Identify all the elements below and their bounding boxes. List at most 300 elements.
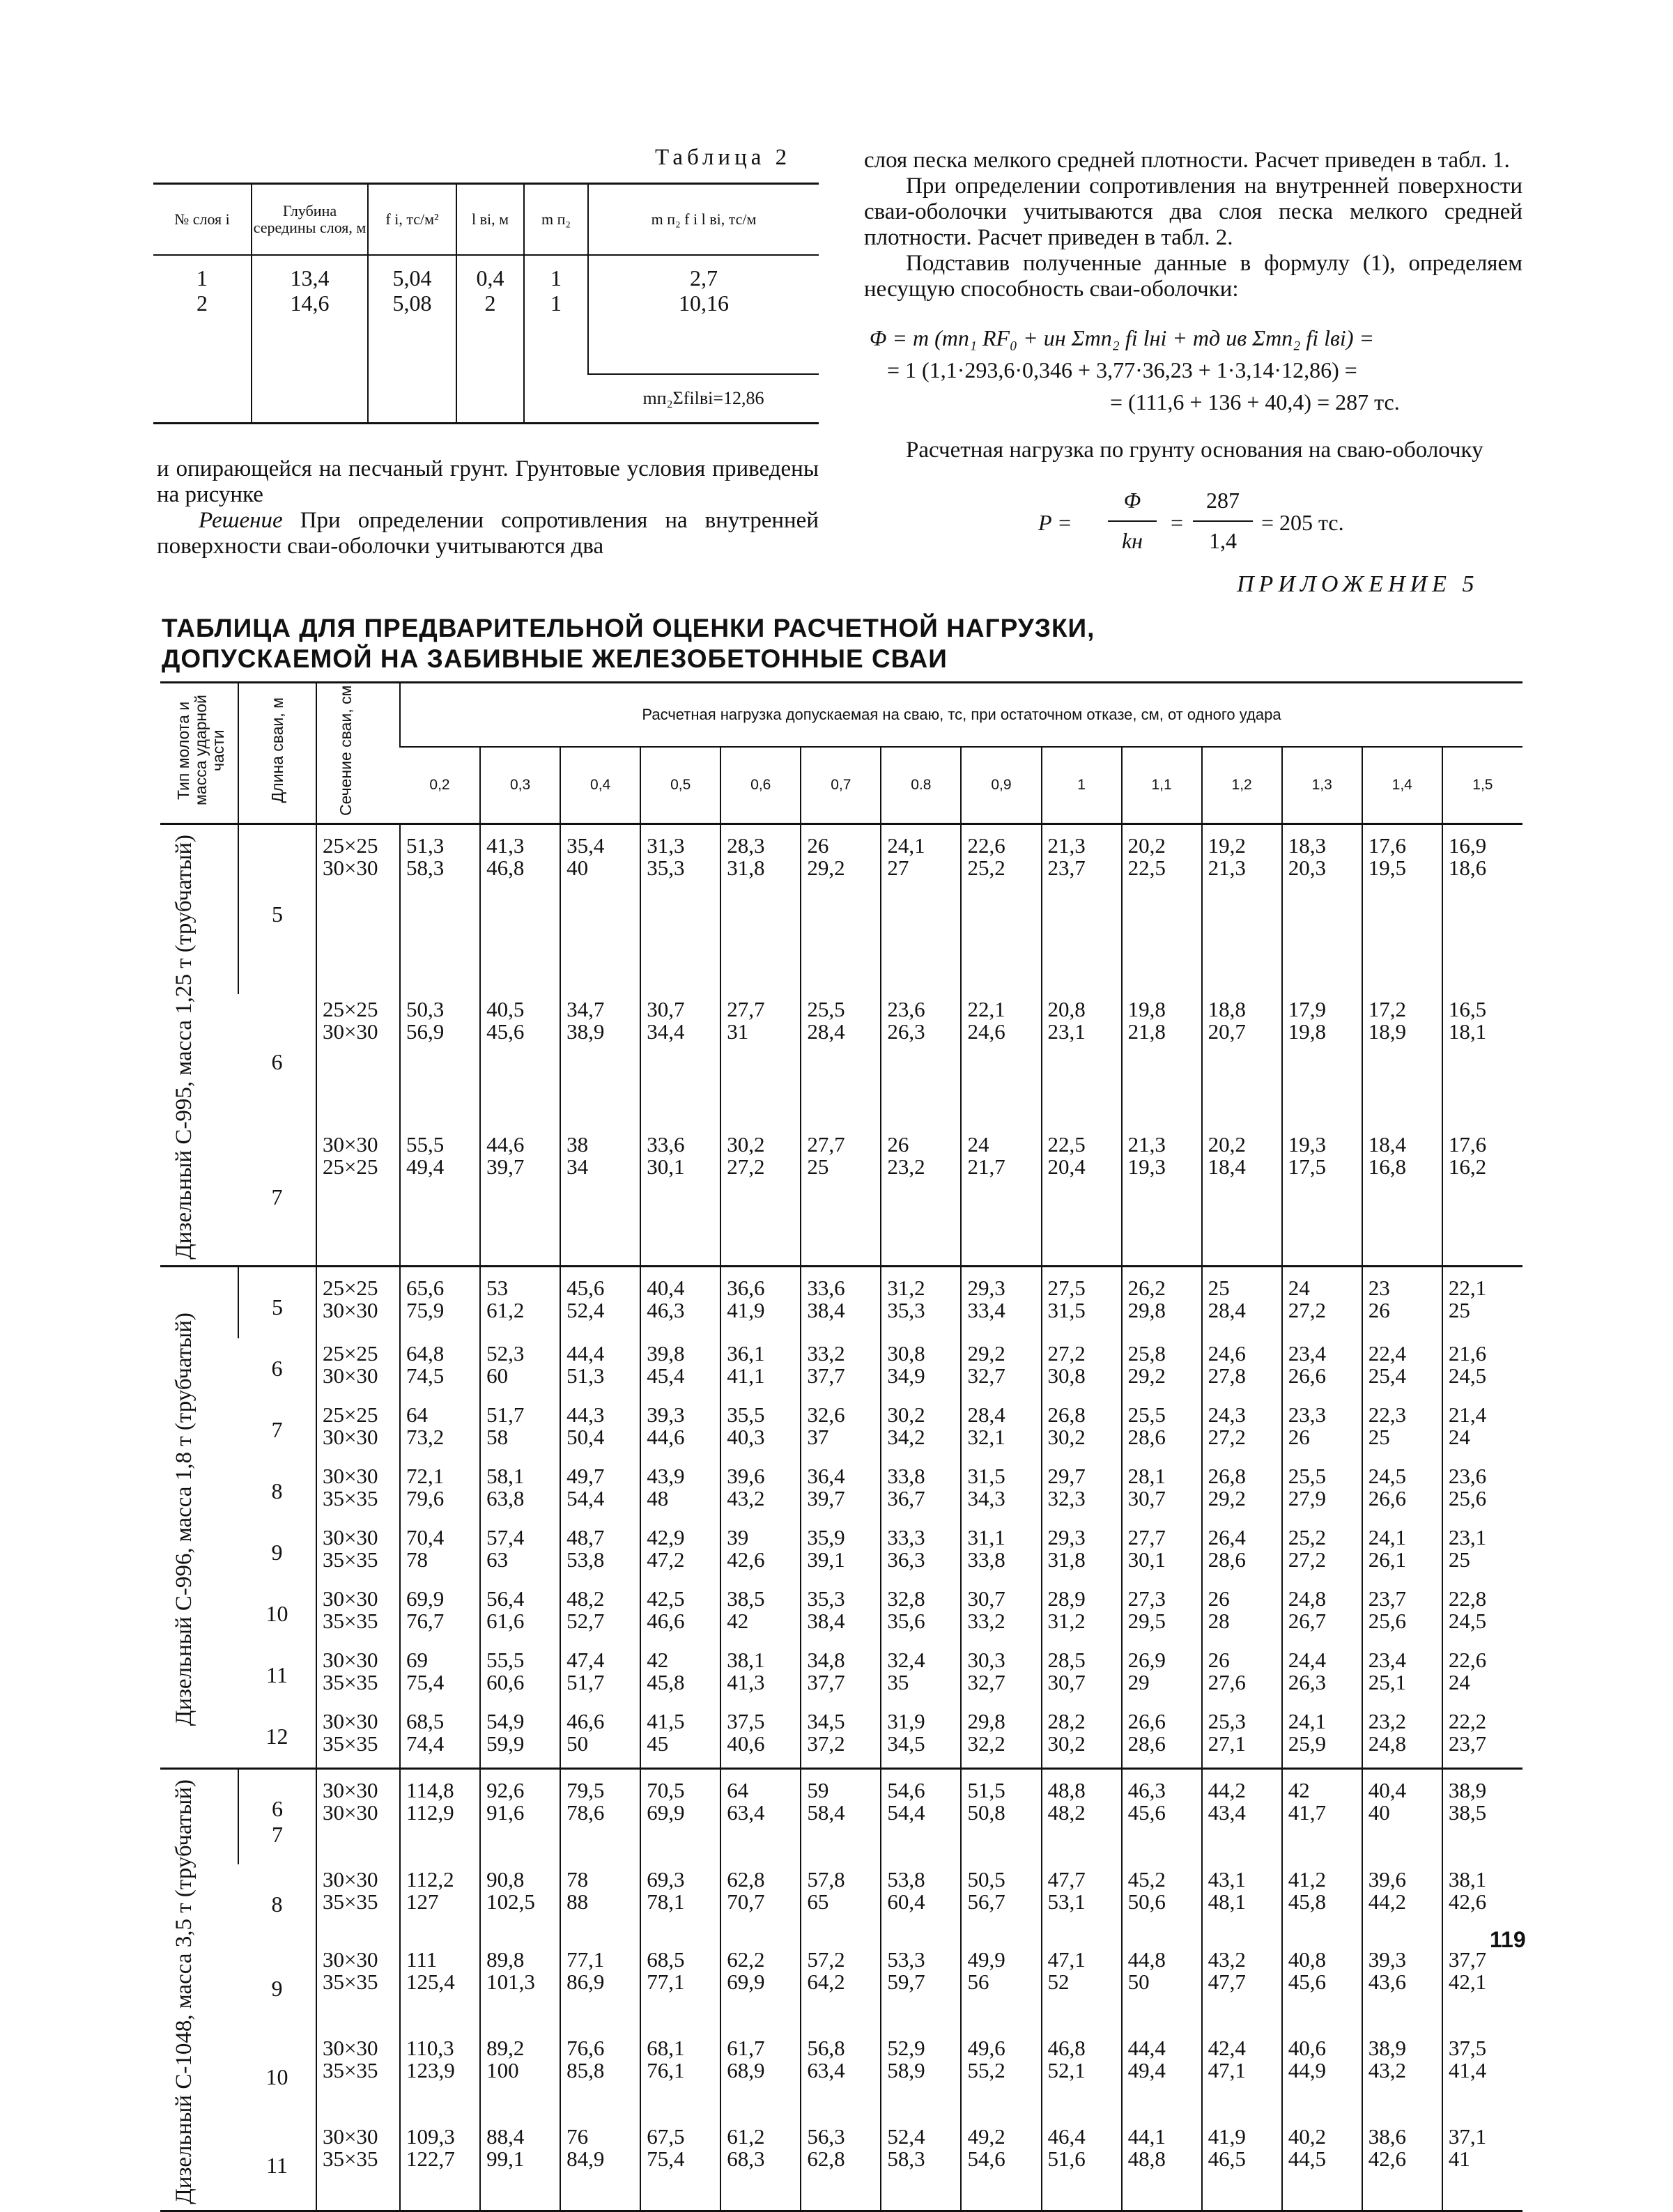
load-value-cell: 112,2 127 bbox=[400, 1864, 480, 1944]
load-value-cell: 17,6 19,5 bbox=[1362, 824, 1442, 995]
hammer-type-cell bbox=[160, 824, 238, 1267]
load-value-cell: 53,3 59,7 bbox=[881, 1944, 961, 2033]
load-value-cell: 29,2 32,7 bbox=[961, 1338, 1041, 1400]
fraction-1-bar bbox=[1108, 520, 1157, 522]
appendix-label: ПРИЛОЖЕНИЕ 5 bbox=[1237, 571, 1479, 597]
left-paragraph-2 bbox=[157, 508, 819, 559]
load-value-cell: 64 73,2 bbox=[400, 1400, 480, 1461]
solution-label: Решение bbox=[199, 508, 283, 533]
load-value-cell: 69,9 76,7 bbox=[400, 1584, 480, 1645]
load-value-cell: 16,5 18,1 bbox=[1442, 994, 1522, 1129]
load-value-cell: 36,4 39,7 bbox=[801, 1461, 881, 1522]
load-value-cell: 65,6 75,9 bbox=[400, 1266, 480, 1338]
load-value-cell: 62,2 69,9 bbox=[720, 1944, 801, 2033]
load-value-cell: 57,8 65 bbox=[801, 1864, 881, 1944]
pile-length-cell: 7 bbox=[271, 1417, 283, 1443]
pile-section-cell: 30×30 35×35 bbox=[316, 1645, 400, 1706]
load-value-cell: 26 23,2 bbox=[881, 1129, 961, 1267]
load-value-cell: 40,6 44,9 bbox=[1282, 2033, 1362, 2121]
formula-line-1: Φ = m (mп₁ RF₀ + uн Σmп₂ fi lнi + mд uв Σmп₂ fi lвi) = bbox=[870, 325, 1375, 350]
header-refusal: 0,2 bbox=[400, 747, 480, 824]
load-value-cell: 31,3 35,3 bbox=[640, 824, 720, 995]
load-value-cell: 77,1 86,9 bbox=[560, 1944, 640, 2033]
pile-section-cell: 25×25 30×30 bbox=[316, 1400, 400, 1461]
load-value-cell: 46,4 51,6 bbox=[1042, 2121, 1122, 2210]
load-value-cell: 33,8 36,7 bbox=[881, 1461, 961, 1522]
main-table bbox=[160, 683, 1522, 2210]
load-value-cell: 24 27,2 bbox=[1282, 1266, 1362, 1338]
load-value-cell: 45,2 50,6 bbox=[1122, 1864, 1202, 1944]
load-value-cell: 57,2 64,2 bbox=[801, 1944, 881, 2033]
load-value-cell: 26,8 30,2 bbox=[1042, 1400, 1122, 1461]
header-section: Сечение сваи, см bbox=[316, 683, 400, 824]
load-value-cell: 24,4 26,3 bbox=[1282, 1645, 1362, 1706]
load-value-cell: 30,3 32,7 bbox=[961, 1645, 1041, 1706]
load-value-cell: 33,6 30,1 bbox=[640, 1129, 720, 1267]
formula-p-lhs: P = bbox=[1038, 510, 1072, 535]
load-value-cell: 18,8 20,7 bbox=[1202, 994, 1282, 1129]
header-refusal: 1,5 bbox=[1442, 747, 1522, 824]
load-value-cell: 32,8 35,6 bbox=[881, 1584, 961, 1645]
load-value-cell: 19,3 17,5 bbox=[1282, 1129, 1362, 1267]
load-value-cell: 30,7 33,2 bbox=[961, 1584, 1041, 1645]
load-value-cell: 21,3 19,3 bbox=[1122, 1129, 1202, 1267]
table2-cell-lvi: 0,4 2 bbox=[456, 255, 524, 422]
load-value-cell: 31,9 34,5 bbox=[881, 1706, 961, 1769]
load-value-cell: 38,1 42,6 bbox=[1442, 1864, 1522, 1944]
load-value-cell: 56,4 61,6 bbox=[480, 1584, 560, 1645]
right-paragraph-2: При определении сопротивления на внутренней поверхности сваи-оболочки учитываются два слоя песка мелкого средней плотности. Расчет приведен в табл. 2. bbox=[864, 173, 1522, 250]
load-value-cell: 22,8 24,5 bbox=[1442, 1584, 1522, 1645]
header-refusal: 0,5 bbox=[640, 747, 720, 824]
load-value-cell: 26 27,6 bbox=[1202, 1645, 1282, 1706]
header-refusal: 0,9 bbox=[961, 747, 1041, 824]
header-refusal: 1,4 bbox=[1362, 747, 1442, 824]
load-value-cell: 92,6 91,6 bbox=[480, 1768, 560, 1864]
load-value-cell: 27,3 29,5 bbox=[1122, 1584, 1202, 1645]
load-value-cell: 59 58,4 bbox=[801, 1768, 881, 1864]
load-value-cell: 25,5 27,9 bbox=[1282, 1461, 1362, 1522]
load-value-cell: 33,6 38,4 bbox=[801, 1266, 881, 1338]
page-number: 119 bbox=[1490, 1927, 1526, 1952]
load-value-cell: 49,7 54,4 bbox=[560, 1461, 640, 1522]
right-paragraph-1: слоя песка мелкого средней плотности. Расчет приведен в табл. 1. bbox=[864, 148, 1510, 173]
table-row bbox=[160, 1338, 1522, 1400]
load-value-cell: 22,5 20,4 bbox=[1042, 1129, 1122, 1267]
pile-section-cell: 25×25 30×30 bbox=[316, 824, 400, 995]
load-value-cell: 109,3 122,7 bbox=[400, 2121, 480, 2210]
load-value-cell: 34,7 38,9 bbox=[560, 994, 640, 1129]
formula-line-2: = 1 (1,1·293,6·0,346 + 3,77·36,23 + 1·3,14·12,86) = bbox=[887, 357, 1357, 382]
table2-header-mp: m п₂ bbox=[524, 185, 588, 255]
load-value-cell: 25 28,4 bbox=[1202, 1266, 1282, 1338]
main-heading-line-2: ДОПУСКАЕМОЙ НА ЗАБИВНЫЕ ЖЕЛЕЗОБЕТОННЫЕ СВАИ bbox=[162, 644, 948, 673]
load-value-cell: 29,8 32,2 bbox=[961, 1706, 1041, 1769]
load-value-cell: 38,9 43,2 bbox=[1362, 2033, 1442, 2121]
load-value-cell: 22,1 25 bbox=[1442, 1266, 1522, 1338]
table-row bbox=[160, 824, 1522, 995]
load-value-cell: 23,7 25,6 bbox=[1362, 1584, 1442, 1645]
header-refusal: 0,4 bbox=[560, 747, 640, 824]
pile-section-cell: 30×30 25×25 bbox=[316, 1129, 400, 1267]
pile-length-cell: 6 bbox=[271, 1049, 283, 1074]
header-refusal: 0,3 bbox=[480, 747, 560, 824]
load-value-cell: 20,8 23,1 bbox=[1042, 994, 1122, 1129]
hammer-type-cell bbox=[160, 1266, 238, 1768]
load-value-cell: 26,2 29,8 bbox=[1122, 1266, 1202, 1338]
pile-section-cell: 30×30 35×35 bbox=[316, 1706, 400, 1769]
load-value-cell: 20,2 18,4 bbox=[1202, 1129, 1282, 1267]
load-value-cell: 42,5 46,6 bbox=[640, 1584, 720, 1645]
right-column bbox=[864, 148, 1522, 302]
pile-length-cell: 8 bbox=[271, 1892, 283, 1917]
load-value-cell: 28,2 30,2 bbox=[1042, 1706, 1122, 1769]
load-value-cell: 53,8 60,4 bbox=[881, 1864, 961, 1944]
load-value-cell: 49,2 54,6 bbox=[961, 2121, 1041, 2210]
load-value-cell: 67,5 75,4 bbox=[640, 2121, 720, 2210]
load-value-cell: 39,6 44,2 bbox=[1362, 1864, 1442, 1944]
load-value-cell: 36,6 41,9 bbox=[720, 1266, 801, 1338]
hammer-type-label: Дизельный С-995, масса 1,25 т (трубчатый) bbox=[171, 835, 196, 1260]
load-value-cell: 40,5 45,6 bbox=[480, 994, 560, 1129]
table2 bbox=[153, 183, 819, 424]
load-value-cell: 34,8 37,7 bbox=[801, 1645, 881, 1706]
load-value-cell: 23,4 25,1 bbox=[1362, 1645, 1442, 1706]
pile-length-cell: 12 bbox=[265, 1724, 288, 1749]
load-value-cell: 17,2 18,9 bbox=[1362, 994, 1442, 1129]
load-value-cell: 21,3 23,7 bbox=[1042, 824, 1122, 995]
header-refusal: 0,7 bbox=[801, 747, 881, 824]
load-value-cell: 17,6 16,2 bbox=[1442, 1129, 1522, 1267]
table2-header-layer: № слоя i bbox=[153, 185, 252, 255]
load-value-cell: 89,2 100 bbox=[480, 2033, 560, 2121]
load-value-cell: 44,1 48,8 bbox=[1122, 2121, 1202, 2210]
load-value-cell: 56,8 63,4 bbox=[801, 2033, 881, 2121]
load-value-cell: 38,6 42,6 bbox=[1362, 2121, 1442, 2210]
load-value-cell: 54,6 54,4 bbox=[881, 1768, 961, 1864]
load-value-cell: 47,7 53,1 bbox=[1042, 1864, 1122, 1944]
load-value-cell: 41,3 46,8 bbox=[480, 824, 560, 995]
load-value-cell: 44,6 39,7 bbox=[480, 1129, 560, 1267]
load-value-cell: 40,2 44,5 bbox=[1282, 2121, 1362, 2210]
load-value-cell: 62,8 70,7 bbox=[720, 1864, 801, 1944]
load-value-cell: 45,6 52,4 bbox=[560, 1266, 640, 1338]
header-refusal: 0,6 bbox=[720, 747, 801, 824]
load-value-cell: 49,6 55,2 bbox=[961, 2033, 1041, 2121]
header-refusal: 1,1 bbox=[1122, 747, 1202, 824]
load-value-cell: 39,8 45,4 bbox=[640, 1338, 720, 1400]
table-row bbox=[160, 1706, 1522, 1769]
load-value-cell: 76 84,9 bbox=[560, 2121, 640, 2210]
pile-section-cell: 25×25 30×30 bbox=[316, 1266, 400, 1338]
table-row bbox=[160, 1768, 1522, 1864]
right-paragraph-4: Расчетная нагрузка по грунту основания на сваю-оболочку bbox=[906, 438, 1483, 463]
load-value-cell: 70,5 69,9 bbox=[640, 1768, 720, 1864]
load-value-cell: 24,8 26,7 bbox=[1282, 1584, 1362, 1645]
solution-text: При определении сопротивления на внутренней поверхности сваи-оболочки учитываются два bbox=[157, 508, 819, 559]
load-value-cell: 64 63,4 bbox=[720, 1768, 801, 1864]
load-value-cell: 28,1 30,7 bbox=[1122, 1461, 1202, 1522]
load-value-cell: 31,5 34,3 bbox=[961, 1461, 1041, 1522]
load-value-cell: 51,5 50,8 bbox=[961, 1768, 1041, 1864]
load-value-cell: 18,4 16,8 bbox=[1362, 1129, 1442, 1267]
load-value-cell: 24,3 27,2 bbox=[1202, 1400, 1282, 1461]
pile-length-cell: 11 bbox=[266, 1662, 288, 1688]
load-value-cell: 38,5 42 bbox=[720, 1584, 801, 1645]
load-value-cell: 78 88 bbox=[560, 1864, 640, 1944]
hammer-type-cell bbox=[160, 1768, 238, 2209]
pile-section-cell: 25×25 30×30 bbox=[316, 1338, 400, 1400]
hammer-group bbox=[160, 824, 1522, 1267]
load-value-cell: 20,2 22,5 bbox=[1122, 824, 1202, 995]
load-value-cell: 114,8 112,9 bbox=[400, 1768, 480, 1864]
load-value-cell: 22,4 25,4 bbox=[1362, 1338, 1442, 1400]
load-value-cell: 29,3 31,8 bbox=[1042, 1522, 1122, 1584]
table-row bbox=[160, 1129, 1522, 1267]
load-value-cell: 26,4 28,6 bbox=[1202, 1522, 1282, 1584]
load-value-cell: 40,4 40 bbox=[1362, 1768, 1442, 1864]
load-value-cell: 39,6 43,2 bbox=[720, 1461, 801, 1522]
load-value-cell: 41,5 45 bbox=[640, 1706, 720, 1769]
pile-length-cell: 11 bbox=[266, 2152, 288, 2178]
load-value-cell: 111 125,4 bbox=[400, 1944, 480, 2033]
load-value-cell: 64,8 74,5 bbox=[400, 1338, 480, 1400]
load-value-cell: 19,8 21,8 bbox=[1122, 994, 1202, 1129]
load-value-cell: 24,5 26,6 bbox=[1362, 1461, 1442, 1522]
load-value-cell: 33,2 37,7 bbox=[801, 1338, 881, 1400]
load-value-cell: 24 21,7 bbox=[961, 1129, 1041, 1267]
table2-caption: Таблица 2 bbox=[655, 145, 792, 170]
load-value-cell: 23,3 26 bbox=[1282, 1400, 1362, 1461]
header-refusal: 1 bbox=[1042, 747, 1122, 824]
pile-length-cell: 5 bbox=[238, 1266, 316, 1338]
fraction-1-denominator: kн bbox=[1121, 528, 1143, 553]
pile-section-cell: 30×30 35×35 bbox=[316, 1522, 400, 1584]
pile-length-cell: 6 bbox=[271, 1356, 283, 1382]
load-value-cell: 37,1 41 bbox=[1442, 2121, 1522, 2210]
load-value-cell: 34,5 37,2 bbox=[801, 1706, 881, 1769]
load-value-cell: 17,9 19,8 bbox=[1282, 994, 1362, 1129]
formula-result: = 205 тс. bbox=[1261, 510, 1344, 535]
load-value-cell: 30,2 27,2 bbox=[720, 1129, 801, 1267]
load-value-cell: 35,5 40,3 bbox=[720, 1400, 801, 1461]
load-value-cell: 52,9 58,9 bbox=[881, 2033, 961, 2121]
load-value-cell: 24,6 27,8 bbox=[1202, 1338, 1282, 1400]
load-value-cell: 39,3 44,6 bbox=[640, 1400, 720, 1461]
load-value-cell: 68,5 74,4 bbox=[400, 1706, 480, 1769]
load-value-cell: 44,2 43,4 bbox=[1202, 1768, 1282, 1864]
load-value-cell: 28,5 30,7 bbox=[1042, 1645, 1122, 1706]
load-value-cell: 52,3 60 bbox=[480, 1338, 560, 1400]
load-value-cell: 26 28 bbox=[1202, 1584, 1282, 1645]
load-value-cell: 31,1 33,8 bbox=[961, 1522, 1041, 1584]
header-length: Длина сваи, м bbox=[238, 683, 316, 824]
load-value-cell: 57,4 63 bbox=[480, 1522, 560, 1584]
load-value-cell: 43,1 48,1 bbox=[1202, 1864, 1282, 1944]
header-refusal: 1,2 bbox=[1202, 747, 1282, 824]
load-value-cell: 18,3 20,3 bbox=[1282, 824, 1362, 995]
load-value-cell: 70,4 78 bbox=[400, 1522, 480, 1584]
pile-length-cell: 9 bbox=[271, 1976, 283, 2002]
pile-length-cell: 8 bbox=[271, 1478, 283, 1504]
load-value-cell: 42,4 47,1 bbox=[1202, 2033, 1282, 2121]
load-value-cell: 55,5 60,6 bbox=[480, 1645, 560, 1706]
load-value-cell: 28,9 31,2 bbox=[1042, 1584, 1122, 1645]
load-value-cell: 58,1 63,8 bbox=[480, 1461, 560, 1522]
load-value-cell: 27,7 25 bbox=[801, 1129, 881, 1267]
load-value-cell: 43,2 47,7 bbox=[1202, 1944, 1282, 2033]
load-value-cell: 90,8 102,5 bbox=[480, 1864, 560, 1944]
table-row bbox=[160, 2033, 1522, 2121]
header-load-span: Расчетная нагрузка допускаемая на сваю, тс, при остаточном отказе, см, от одного удара bbox=[400, 683, 1522, 747]
load-value-cell: 22,6 25,2 bbox=[961, 824, 1041, 995]
formula-line-3: = (111,6 + 136 + 40,4) = 287 тс. bbox=[1110, 389, 1400, 415]
load-value-cell: 47,1 52 bbox=[1042, 1944, 1122, 2033]
load-value-cell: 37,5 40,6 bbox=[720, 1706, 801, 1769]
load-value-cell: 32,6 37 bbox=[801, 1400, 881, 1461]
table-row bbox=[160, 1400, 1522, 1461]
header-refusal: 1,3 bbox=[1282, 747, 1362, 824]
fraction-2-denominator: 1,4 bbox=[1209, 528, 1237, 553]
load-value-cell: 30,7 34,4 bbox=[640, 994, 720, 1129]
load-value-cell: 72,1 79,6 bbox=[400, 1461, 480, 1522]
pile-section-cell: 30×30 35×35 bbox=[316, 2033, 400, 2121]
table2-sum: mп₂Σfilвi=12,86 bbox=[588, 374, 819, 422]
hammer-type-label: Дизельный С-996, масса 1,8 т (трубчатый) bbox=[171, 1313, 196, 1726]
pile-length-cell: 6 7 bbox=[238, 1768, 316, 1864]
load-value-cell: 41,2 45,8 bbox=[1282, 1864, 1362, 1944]
load-value-cell: 36,1 41,1 bbox=[720, 1338, 801, 1400]
load-value-cell: 39,3 43,6 bbox=[1362, 1944, 1442, 2033]
header-refusal: 0.8 bbox=[881, 747, 961, 824]
load-value-cell: 37,5 41,4 bbox=[1442, 2033, 1522, 2121]
load-value-cell: 44,4 51,3 bbox=[560, 1338, 640, 1400]
pile-length-cell: 7 bbox=[271, 1184, 283, 1209]
load-value-cell: 68,5 77,1 bbox=[640, 1944, 720, 2033]
hammer-type-label: Дизельный С-1048, масса 3,5 т (трубчатый) bbox=[171, 1779, 196, 2204]
load-value-cell: 27,5 31,5 bbox=[1042, 1266, 1122, 1338]
table-row bbox=[160, 2121, 1522, 2210]
load-value-cell: 49,9 56 bbox=[961, 1944, 1041, 2033]
load-value-cell: 68,1 76,1 bbox=[640, 2033, 720, 2121]
load-value-cell: 21,6 24,5 bbox=[1442, 1338, 1522, 1400]
load-value-cell: 16,9 18,6 bbox=[1442, 824, 1522, 995]
table-row bbox=[160, 994, 1522, 1129]
load-value-cell: 52,4 58,3 bbox=[881, 2121, 961, 2210]
load-value-cell: 35,4 40 bbox=[560, 824, 640, 995]
load-value-cell: 38,9 38,5 bbox=[1442, 1768, 1522, 1864]
load-value-cell: 40,4 46,3 bbox=[640, 1266, 720, 1338]
table-row bbox=[160, 1864, 1522, 1944]
main-heading bbox=[162, 613, 1486, 674]
load-value-cell: 55,5 49,4 bbox=[400, 1129, 480, 1267]
load-value-cell: 22,1 24,6 bbox=[961, 994, 1041, 1129]
load-value-cell: 89,8 101,3 bbox=[480, 1944, 560, 2033]
load-value-cell: 42 45,8 bbox=[640, 1645, 720, 1706]
table-row bbox=[160, 1645, 1522, 1706]
table2-cell-product: 2,7 10,16 bbox=[588, 255, 819, 374]
load-value-cell: 56,3 62,8 bbox=[801, 2121, 881, 2210]
load-value-cell: 53 61,2 bbox=[480, 1266, 560, 1338]
load-value-cell: 21,4 24 bbox=[1442, 1400, 1522, 1461]
pile-section-cell: 30×30 35×35 bbox=[316, 1584, 400, 1645]
load-value-cell: 24,1 27 bbox=[881, 824, 961, 995]
hammer-group bbox=[160, 1266, 1522, 1768]
load-value-cell: 50,5 56,7 bbox=[961, 1864, 1041, 1944]
load-value-cell: 51,7 58 bbox=[480, 1400, 560, 1461]
load-value-cell: 51,3 58,3 bbox=[400, 824, 480, 995]
load-value-cell: 22,2 23,7 bbox=[1442, 1706, 1522, 1769]
pile-length-cell: 10 bbox=[265, 1601, 288, 1627]
load-value-cell: 24,1 25,9 bbox=[1282, 1706, 1362, 1769]
load-value-cell: 22,6 24 bbox=[1442, 1645, 1522, 1706]
pile-section-cell: 30×30 35×35 bbox=[316, 1864, 400, 1944]
load-value-cell: 48,2 52,7 bbox=[560, 1584, 640, 1645]
table2-cell-mp: 1 1 bbox=[524, 255, 588, 422]
load-value-cell: 38,1 41,3 bbox=[720, 1645, 801, 1706]
load-value-cell: 69 75,4 bbox=[400, 1645, 480, 1706]
fraction-1-numerator: Φ bbox=[1123, 488, 1141, 513]
header-hammer: Тип молота и масса ударной части bbox=[160, 683, 238, 824]
load-value-cell: 88,4 99,1 bbox=[480, 2121, 560, 2210]
load-value-cell: 43,9 48 bbox=[640, 1461, 720, 1522]
pile-length-cell: 5 bbox=[238, 824, 316, 995]
hammer-group bbox=[160, 1768, 1522, 2209]
load-value-cell: 48,8 48,2 bbox=[1042, 1768, 1122, 1864]
load-value-cell: 25,5 28,4 bbox=[801, 994, 881, 1129]
load-value-cell: 28,3 31,8 bbox=[720, 824, 801, 995]
fraction-2-numerator: 287 bbox=[1206, 488, 1240, 513]
load-value-cell: 19,2 21,3 bbox=[1202, 824, 1282, 995]
table-row bbox=[160, 1944, 1522, 2033]
load-value-cell: 27,2 30,8 bbox=[1042, 1338, 1122, 1400]
load-value-cell: 61,7 68,9 bbox=[720, 2033, 801, 2121]
load-value-cell: 25,5 28,6 bbox=[1122, 1400, 1202, 1461]
table2-header-product: m п₂ f i l вi, тс/м bbox=[588, 185, 819, 255]
pile-section-cell: 30×30 35×35 bbox=[316, 1944, 400, 2033]
load-value-cell: 41,9 46,5 bbox=[1202, 2121, 1282, 2210]
left-paragraph-1: и опирающейся на песчаный грунт. Грунтовые условия приведены на рисунке bbox=[157, 456, 819, 507]
right-paragraph-3: Подставив полученные данные в формулу (1), определяем несущую способность сваи-оболочки: bbox=[864, 251, 1522, 302]
load-value-cell: 46,3 45,6 bbox=[1122, 1768, 1202, 1864]
load-value-cell: 27,7 31 bbox=[720, 994, 801, 1129]
load-value-cell: 35,3 38,4 bbox=[801, 1584, 881, 1645]
pile-length-cell: 9 bbox=[271, 1540, 283, 1565]
load-value-cell: 28,4 32,1 bbox=[961, 1400, 1041, 1461]
table2-header-fi: f i, тс/м² bbox=[368, 185, 456, 255]
pile-section-cell: 30×30 35×35 bbox=[316, 2121, 400, 2210]
load-value-cell: 44,4 49,4 bbox=[1122, 2033, 1202, 2121]
fraction-formula bbox=[1038, 484, 1456, 561]
table2-header-depth: Глубина середины слоя, м bbox=[252, 185, 368, 255]
table-row bbox=[160, 1461, 1522, 1522]
load-value-cell: 42,9 47,2 bbox=[640, 1522, 720, 1584]
main-table-wrapper bbox=[160, 681, 1522, 2212]
load-value-cell: 31,2 35,3 bbox=[881, 1266, 961, 1338]
load-value-cell: 26,9 29 bbox=[1122, 1645, 1202, 1706]
load-value-cell: 50,3 56,9 bbox=[400, 994, 480, 1129]
load-value-cell: 110,3 123,9 bbox=[400, 2033, 480, 2121]
load-value-cell: 79,5 78,6 bbox=[560, 1768, 640, 1864]
load-value-cell: 32,4 35 bbox=[881, 1645, 961, 1706]
left-paragraph bbox=[157, 456, 819, 559]
load-value-cell: 39 42,6 bbox=[720, 1522, 801, 1584]
load-value-cell: 22,3 25 bbox=[1362, 1400, 1442, 1461]
load-value-cell: 33,3 36,3 bbox=[881, 1522, 961, 1584]
load-value-cell: 23,1 25 bbox=[1442, 1522, 1522, 1584]
load-value-cell: 61,2 68,3 bbox=[720, 2121, 801, 2210]
table-row bbox=[160, 1522, 1522, 1584]
